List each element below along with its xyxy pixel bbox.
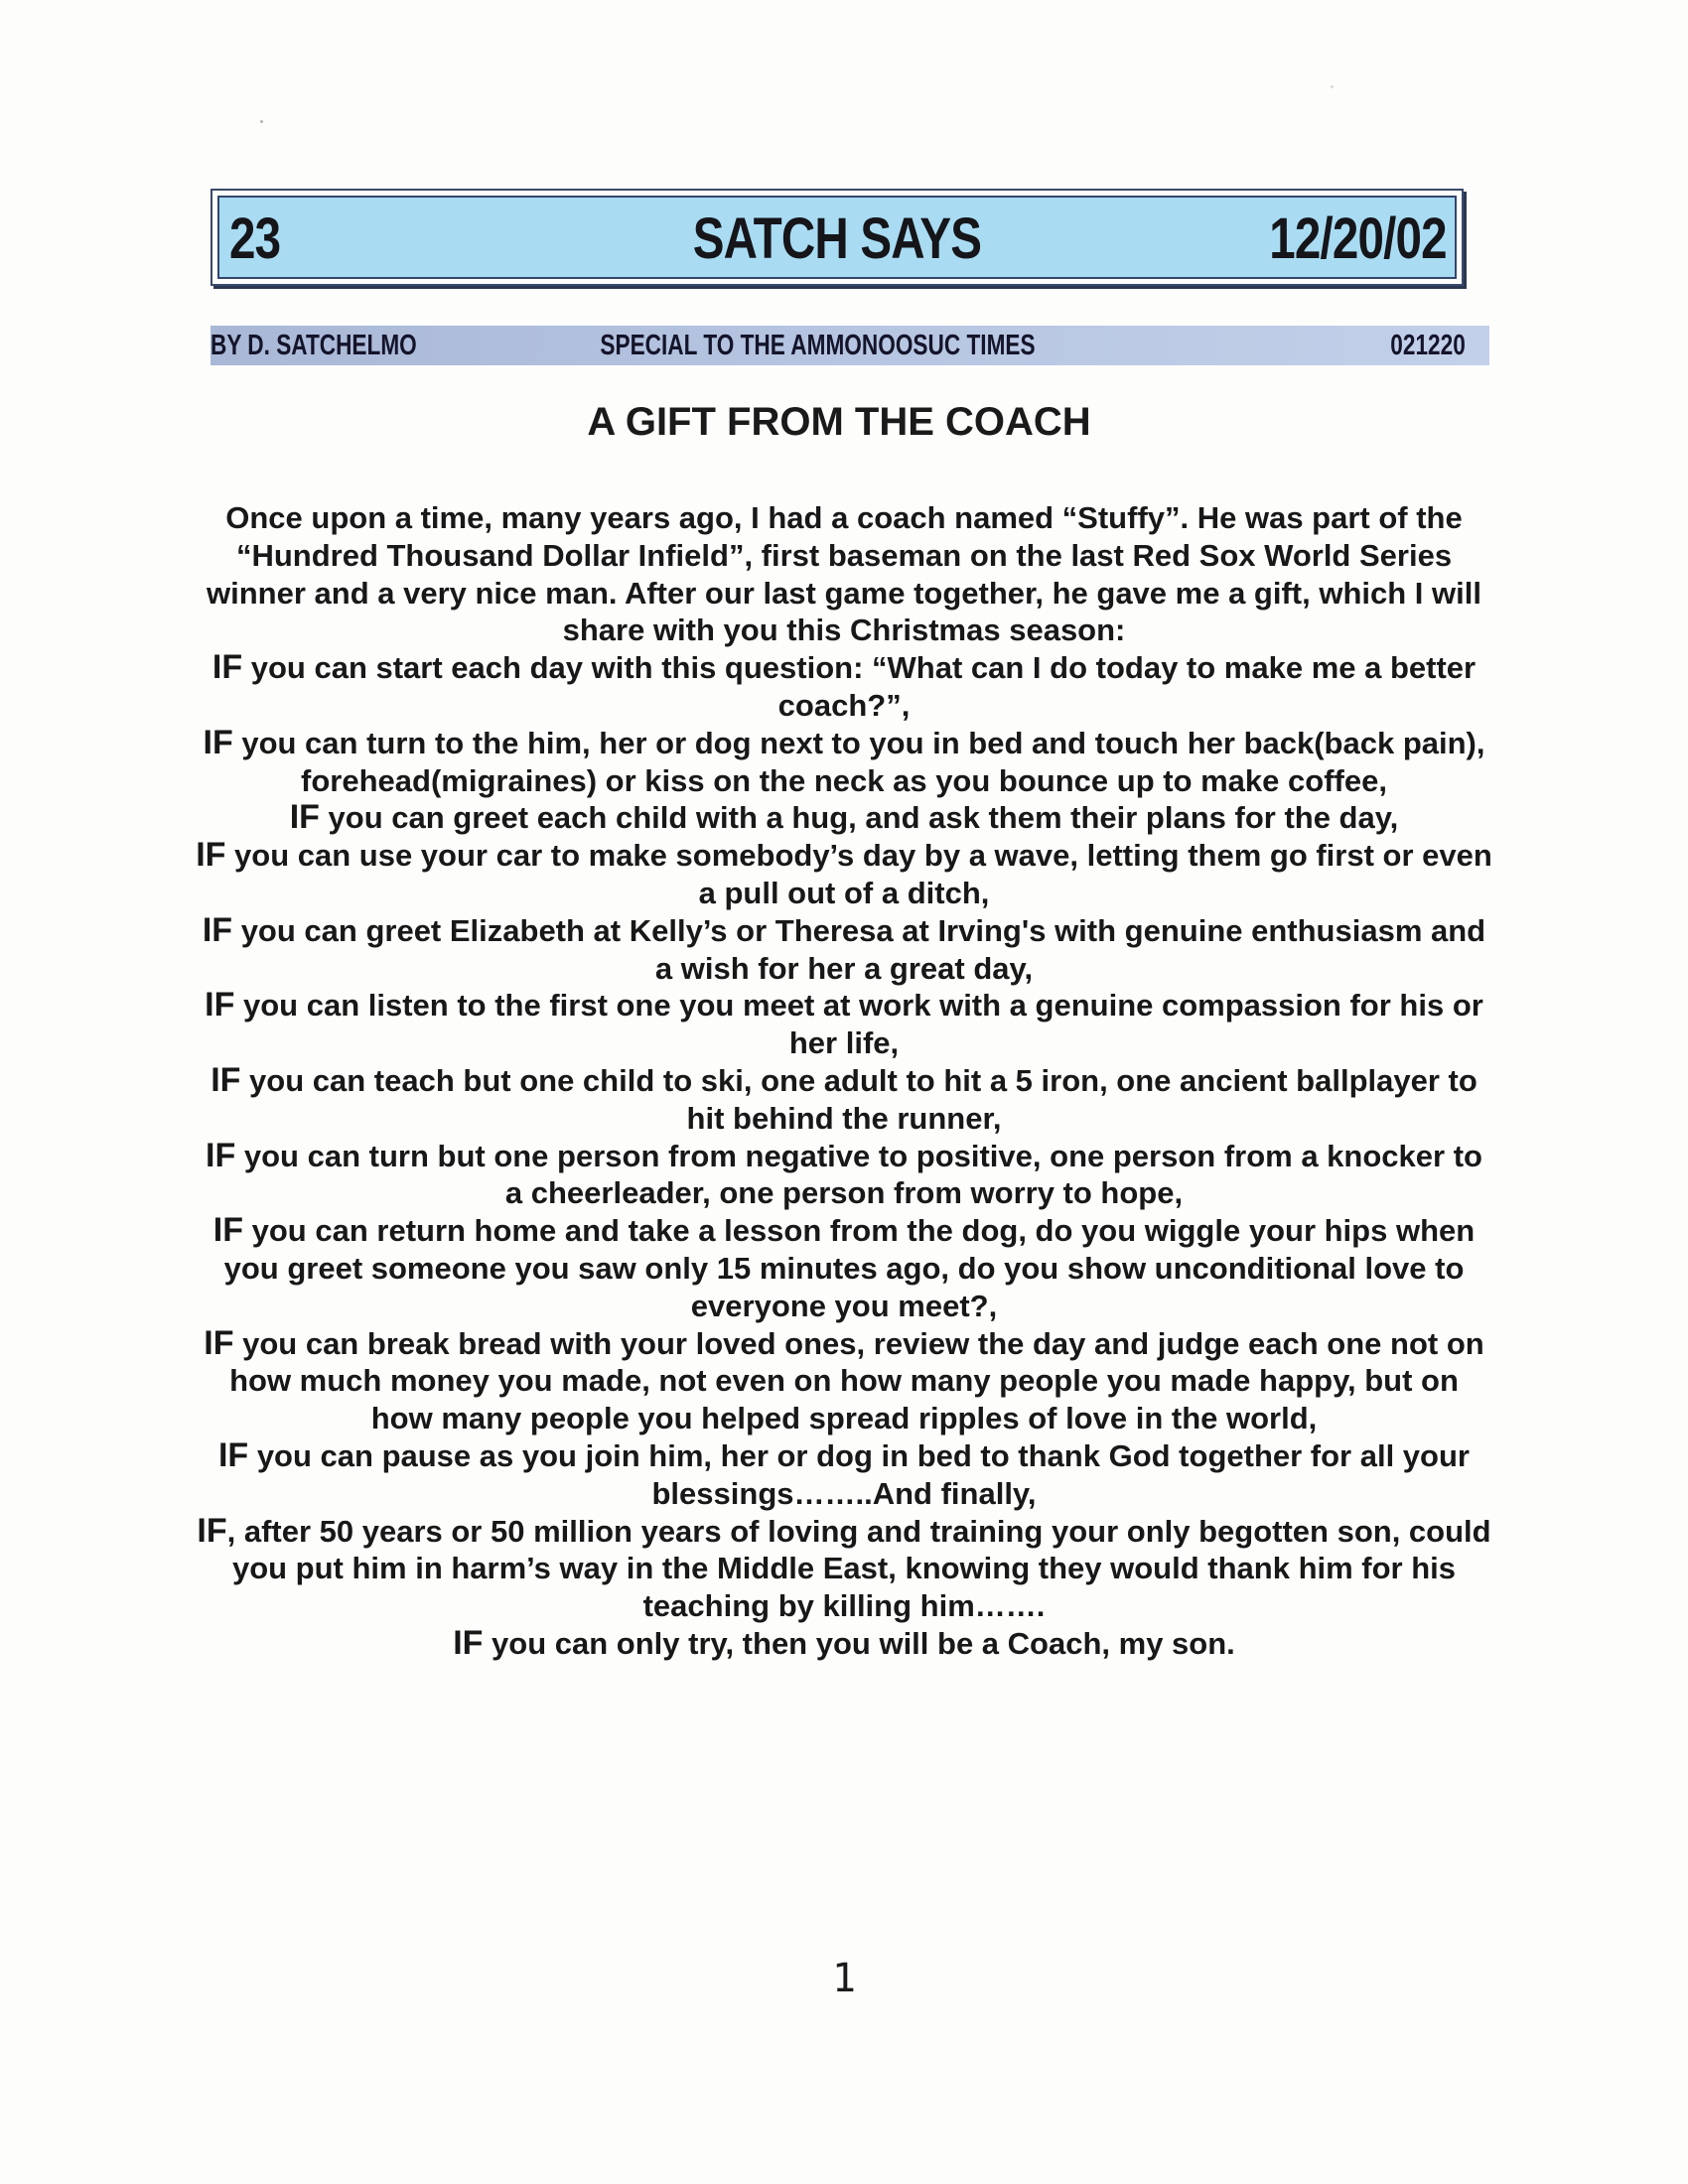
- byline-publication: SPECIAL TO THE AMMONOOSUC TIMES: [600, 330, 1036, 361]
- if-line-text: you can turn to the him, her or dog next to you in bed and touch her back(back pain), forehead(migraines) or kiss on the neck as you bounce up to make coffee,: [232, 725, 1485, 798]
- article-title: A GIFT FROM THE COACH: [587, 400, 1091, 444]
- if-line: [195, 1325, 1493, 1437]
- if-line-text: you can turn but one person from negative to positive, one person from a knocker to a cheerleader, one person from worry to hope,: [235, 1138, 1482, 1211]
- column-title: SATCH SAYS: [692, 206, 982, 271]
- if-line-text: you can listen to the first one you meet at work with a genuine compassion for his or her life,: [234, 988, 1483, 1061]
- issue-number: 23: [229, 206, 281, 271]
- if-line: [195, 1625, 1493, 1663]
- if-lead-word: IF: [197, 1511, 227, 1550]
- if-line-text: you can teach but one child to ski, one adult to hit a 5 iron, one ancient ballplayer to hit behind the runner,: [240, 1062, 1477, 1136]
- intro-paragraph: Once upon a time, many years ago, I had a coach named “Stuffy”. He was part of the “Hundred Thousand Dollar Infield”, first baseman on the last Red Sox World Series winner and a very nice man. After our last game together, he gave me a gift, which I will share with you this Christmas season:: [207, 500, 1481, 648]
- if-line: [195, 1212, 1493, 1324]
- if-lead-word: IF: [212, 1211, 244, 1250]
- if-line: [195, 1437, 1493, 1513]
- if-line-text: you can break bread with your loved ones, review the day and judge each one not on how much money you made, not even on how many people you made happy, but on how many people you helped spread ripples of love in the world,: [229, 1325, 1484, 1436]
- if-lead-word: IF: [206, 1136, 236, 1174]
- page-number: 1: [831, 1956, 857, 2001]
- if-line: [195, 649, 1493, 725]
- if-line: [195, 1513, 1493, 1625]
- header-banner: [211, 189, 1464, 286]
- if-line: [195, 1062, 1493, 1138]
- if-lines-list: [195, 649, 1493, 1663]
- if-lead-word: IF: [217, 1435, 249, 1474]
- header-banner-fill: [217, 196, 1457, 279]
- if-lead-word: IF: [202, 910, 233, 949]
- byline-author: BY D. SATCHELMO: [211, 330, 417, 361]
- scan-speck: [260, 120, 263, 123]
- if-lead-word: IF: [289, 798, 320, 837]
- if-lead-word: IF: [205, 986, 235, 1024]
- if-line: [195, 1138, 1493, 1213]
- if-lead-word: IF: [211, 648, 243, 687]
- if-line-text: you can pause as you join him, her or dog in bed to thank God together for all your blessings……..And finally,: [248, 1437, 1470, 1511]
- if-line: [195, 799, 1493, 837]
- if-lead-word: IF: [204, 1323, 234, 1362]
- if-line-text: you can greet each child with a hug, and ask them their plans for the day,: [319, 800, 1399, 836]
- if-line-text: , after 50 years or 50 million years of loving and training your only begotten son, could you put him in harm’s way in the Middle East, knowing they would thank him for his teaching by killing him…….: [226, 1513, 1491, 1624]
- if-lead-word: IF: [211, 1060, 241, 1099]
- issue-date: 12/20/02: [1269, 206, 1447, 271]
- scan-speck: [1331, 85, 1334, 88]
- if-line-text: you can return home and take a lesson from the dog, do you wiggle your hips when you greet someone you saw only 15 minutes ago, do you show unconditional love to everyone you meet?,: [223, 1213, 1476, 1323]
- byline-code: 021220: [1390, 330, 1466, 361]
- if-line-text: you can only try, then you will be a Coach, my son.: [483, 1625, 1235, 1661]
- if-line: [195, 837, 1493, 912]
- byline-bar: [211, 326, 1489, 365]
- if-line-text: you can greet Elizabeth at Kelly’s or Theresa at Irving's with genuine enthusiasm and a wish for her a great day,: [232, 912, 1486, 986]
- if-lead-word: IF: [453, 1623, 484, 1662]
- if-line-text: you can start each day with this question: “What can I do today to make me a better coach?”,: [242, 650, 1477, 723]
- if-lead-word: IF: [196, 836, 226, 875]
- if-lead-word: IF: [203, 723, 233, 761]
- if-line: [195, 912, 1493, 988]
- article-body: [195, 499, 1493, 1663]
- if-line: [195, 725, 1493, 800]
- if-line-text: you can use your car to make somebody’s day by a wave, letting them go first or even a pull out of a ditch,: [225, 838, 1492, 910]
- if-line: [195, 987, 1493, 1062]
